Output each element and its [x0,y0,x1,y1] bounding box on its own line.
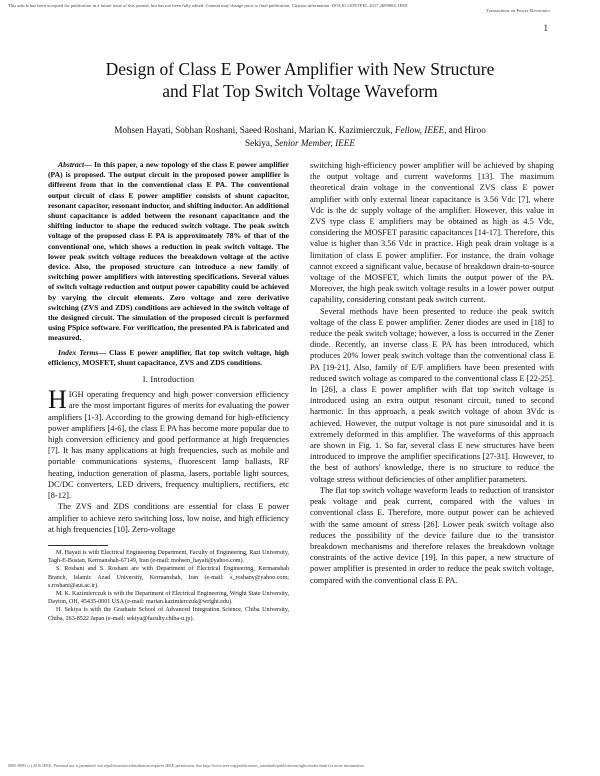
index-terms-text: — Class E power amplifier, flat top switch voltage, high efficiency, MOSFET, shunt capacitance, ZVS and ZDS conditions. [48,347,289,367]
abstract-text: — In this paper, a new topology of the class E power amplifier (PA) is proposed. The output circuit in the proposed power amplifier is different from that in the conventional class E PA. The conventional output circuit of class E power amplifier consists of shunt capacitor, resonant capacitor, resonant inductor, and shifting inductor. An additional shunt capacitance is added between the resonant capacitance and the shifting inductor to shape the reduced switch voltage. The peak switch voltage of the proposed class E PA is approximately 78% of that of the conventional one, which shows a reduction in peak switch voltage. The lower peak switch voltage reduces the breakdown voltage of the active device. Also, the proposed structure can introduce a new family of switching power amplifiers with interesting specifications. Several values of switch voltage reduction and output power capability could be achieved by varying the circuit elements. Zero voltage and zero derivative switching (ZVS and ZDS) conditions are achieved in the switch voltage of the designed circuit. The simulation of the proposed circuit is performed using PSpice software. For verification, the presented PA is fabricated and measured. [48,160,289,343]
authors-line-1: Mohsen Hayati, Sobhan Roshani, Saeed Roshani, Marian K. Kazimierczuk, [114,125,393,135]
copyright-footer: 0885-8993 (c) 2016 IEEE. Personal use is permitted, but republication/redistribution requires IEEE permission. See http://www.ieee.org/publications_standards/publications/rights/index.html for more information. [8,763,365,768]
paper-title [40,58,560,102]
intro-paragraph-1-text: IGH operating frequency and high power conversion efficiency are the most important figures of merits for evaluating the power amplifiers [1-3]. According to the growing demand for high-efficiency power amplifiers [4-6], the class E PA has become more popular due to high conversion efficiency and good performance at high frequencies [7]. It has many applications at high frequencies, such as mobile and portable communications systems, fluorescent lamp ballasts, RF heating, induction generation of plasma, lasers, portable light sources, DC/DC converters, LED drivers, frequency multipliers, rectifiers, etc [8-12]. [48,390,289,501]
header-notice: This article has been accepted for publication in a future issue of this journal, but has not been fully edited. Content may change prior to final publication. Citation information: DOI 10.1109/TPEL.2017.2699804, IEEE [8,3,408,8]
intro-paragraph-2: The ZVS and ZDS conditions are essential for class E power amplifier to achieve zero switching loss, low noise, and high efficiency at high frequencies [10]. Zero-voltage [48,502,289,534]
abstract-label: Abstract [58,160,85,169]
footnote-divider [48,545,108,546]
authors-and: , and Hiroo [444,125,486,135]
section-heading-introduction: I. Introduction [142,375,195,385]
drop-cap: H [48,385,67,415]
senior-title: Senior Member, IEEE [274,138,355,148]
author-list [50,124,550,150]
fellow-title: Fellow, IEEE [394,125,445,135]
footnote-kazimierczuk: M. K. Kazimierczuk is with the Department of Electrical Engineering, Wright State University, Dayton, OH, 45435-0001 USA (e-mail: marian.kazimierczuk@wright.edu). [48,590,289,606]
index-terms [48,348,289,368]
abstract [48,160,289,344]
title-line-2: and Flat Top Switch Voltage Waveform [162,81,438,101]
index-terms-label: Index Terms [58,347,99,357]
right-paragraph-3: The flat top switch voltage waveform leads to reduction of transistor peak voltage and peak current, compared with the values in conventional class E. Therefore, more output power can be achieved with the same amount of stress [26]. Lower peak switch voltage also reduces the possibility of the device failure due to the transistor breakdown mechanisms and therefore relaxes the breakdown voltage constraints of the active device [19]. In this paper, a new structure of power amplifier is presented in order to reduce the peak switch voltage, compared with the conventional class E PA. [310,485,554,585]
footnote-roshani: S. Roshani and S. Roshani are with Department of Electrical Engineering, Kermanshah Branch, Islamic Azad University, Kermanshah, Iran (e-mail: s_roshany@yahoo.com; s.roshani@aut.ac.ir). [48,566,289,589]
page-number: 1 [543,23,548,33]
title-line-1: Design of Class E Power Amplifier with New Structure [105,59,495,79]
intro-paragraph-1 [48,385,289,501]
footnote-sekiya: H. Sekiya is with the Graduate School of Advanced Integration Science, Chiba University, Chiba, 263-8522 Japan (e-mail: sekiya@faculty.chiba-u.jp). [48,607,289,622]
footnote-hayati: M. Hayati is with Electrical Engineering Department, Faculty of Engineering, Razi University, Tagh-E-Bostan, Kermanshah-67149, Iran (e-mail: mohsen_hayati@yahoo.com). [48,549,289,565]
header-journal: Transactions on Power Electronics [486,8,550,13]
right-column [310,160,554,586]
right-paragraph-1: switching high-efficiency power amplifier will be achieved by shaping the output voltage and current waveforms [13]. The maximum theoretical drain voltage in the conventional ZVS class E power amplifier with only external linear capacitance is 3.56 Vdc [7], where Vdc is the dc supply voltage of the amplifier. However, this value in ZVS type class E amplifiers may be obtained as high as 4.5 Vdc, considering the MOSFET parasitic capacitances [14-17]. Therefore, this value is higher than 3.56 Vdc in practice. High peak drain voltage is a limitation of class E power amplifier. For instance, the drain voltage cannot exceed a significant value, because of breakdown drain-to-source voltage of the MOSFET, which limits the output power of the PA. Moreover, the high peak switch voltage results in a lower power output capability, considering constant peak switch current. [310,161,554,305]
left-column [48,160,289,623]
right-paragraph-2: Several methods have been presented to reduce the peak switch voltage of the class E power amplifier. Zener diodes are used in [18] to reduce the peak switch voltage; however, a loss is occurred in the Zener diode. Recently, an inverse class E PA has been introduced, which produces 20% lower peak switch voltage than the conventional class E PA [19-21]. Also, family of E/F amplifiers have been presented with reduced switch voltage as compared to the conventional class E [22-25]. In [26], a class E power amplifier with flat top switch voltage is introduced using an extra output resonant circuit, tuned to second harmonic. In this approach, a peak switch voltage of about 3Vdc is achieved. However, the output voltage is not pure sinusoidal and it is extremely deformed in this amplifier. The waveforms of this approach are shown in Fig. 1. So far, several class E new structures have been introduced to improve the amplifier specifications [27-31]. However, to the best of authors' knowledge, there is no structure to reduce the voltage stress without deficiencies of other amplifier parameters. [310,306,554,484]
authors-line-2: Sekiya, [245,138,273,148]
